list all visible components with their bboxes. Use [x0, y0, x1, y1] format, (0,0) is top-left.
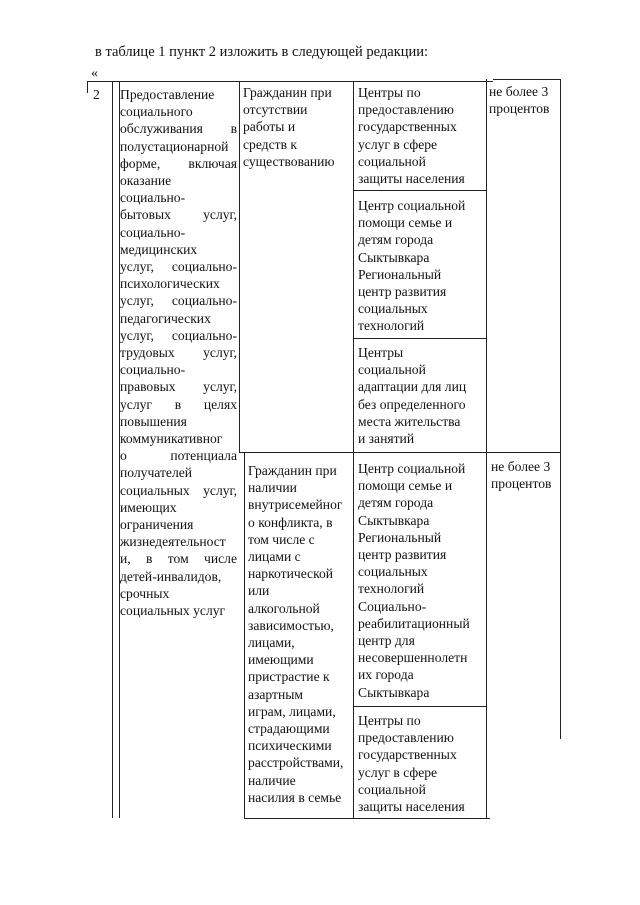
text-line: наличие [248, 772, 296, 788]
text-line: наличии [248, 480, 297, 496]
col-border [486, 79, 487, 818]
text-line: алкогольной [248, 600, 320, 616]
text-line: места жительства [358, 413, 461, 429]
text-line: не более 3 [489, 84, 549, 99]
text-line: правовых услуг, [120, 379, 237, 395]
text-line: социальных [358, 301, 428, 317]
text-line: государственных [358, 119, 457, 135]
text-line: наркотической [248, 566, 334, 582]
text-line: центр развития [358, 284, 447, 300]
text-line: или [248, 583, 270, 599]
text-line: детям города [358, 232, 434, 248]
recipient-category [243, 84, 353, 170]
text-line: услуг в сфере [358, 764, 438, 780]
text-line: социальных услуг, [120, 482, 237, 498]
text-line: имеющими [248, 652, 314, 668]
text-line: насилия в семье [248, 789, 342, 805]
text-line: коммуникативног [120, 431, 223, 447]
text-line: Центры [358, 345, 404, 360]
col-border [353, 81, 354, 818]
text-line: педагогических [120, 310, 211, 326]
row-divider [239, 452, 560, 453]
table-bottom-border [244, 818, 490, 819]
text-line: лицами, [248, 635, 295, 651]
text-line: услуг, социально- [120, 293, 237, 309]
col-border [239, 81, 240, 452]
text-line: предоставлению [358, 730, 454, 746]
limit-value [489, 83, 559, 117]
text-line: форме, включая [120, 155, 237, 171]
text-line: без определенного [358, 396, 466, 412]
text-line: помощи семье и [358, 478, 453, 494]
text-line: несовершеннолетн [358, 650, 468, 666]
text-line: процентов [489, 101, 550, 117]
text-line: Социально- [358, 598, 427, 614]
text-line: социально- [120, 190, 186, 206]
text-line: услуг в сфере [358, 136, 438, 152]
text-line: социальных услуг [120, 603, 226, 619]
text-line: услуг в целях [120, 396, 237, 412]
text-line: имеющих [120, 499, 177, 515]
provider-cell [358, 344, 484, 447]
row-divider [353, 338, 486, 339]
recipient-category [248, 462, 352, 806]
text-line: пристрастие к [248, 669, 330, 685]
text-line: повышения [120, 413, 187, 429]
text-line: ограничения [120, 517, 194, 533]
text-line: зависимостью, [248, 617, 334, 633]
text-line: полустационарной [120, 138, 229, 154]
row-number: 2 [93, 87, 100, 102]
provider-cell [358, 84, 484, 187]
text-line: Сыктывкара [358, 249, 430, 265]
text-line: бытовых услуг, [120, 207, 237, 223]
text-line: расстройствами, [248, 755, 344, 771]
text-line: Гражданин при [243, 85, 332, 100]
text-line: детей-инвалидов, [120, 568, 222, 584]
text-line: Региональный [358, 529, 442, 545]
text-line: страдающими [248, 721, 330, 737]
text-line: медицинских [120, 241, 198, 257]
text-line: социальной [358, 781, 426, 797]
text-line: Сыктывкара [358, 512, 430, 528]
text-line: лицами с [248, 549, 301, 565]
text-line: Центры по [358, 713, 421, 728]
text-line: социального [120, 104, 193, 120]
text-line: их города [358, 667, 414, 683]
col-border [244, 452, 245, 818]
text-line: адаптации для лиц [358, 379, 467, 395]
table-top-border [87, 81, 493, 82]
text-line: получателей [120, 465, 193, 481]
text-line: социально- [120, 224, 186, 240]
text-line: услуг, социально- [120, 327, 237, 343]
text-line: и, в том числе [120, 551, 237, 567]
text-line: услуг, социально- [120, 259, 237, 275]
text-line: защиты населения [358, 799, 465, 815]
text-line: социальной [358, 362, 426, 378]
text-line: помощи семье и [358, 215, 453, 231]
text-line: азартным [248, 686, 304, 702]
text-line: Сыктывкара [358, 684, 430, 700]
limit-value [491, 458, 559, 492]
text-line: центр развития [358, 547, 447, 563]
text-line: Центры по [358, 85, 421, 100]
text-line: Гражданин при [248, 463, 337, 478]
text-line: о потенциала [120, 448, 237, 464]
text-line: о конфликта, в [248, 514, 333, 530]
provider-cell [358, 197, 484, 335]
opening-quote-mark: « [91, 66, 98, 81]
row-divider [353, 706, 486, 707]
text-line: социально- [120, 362, 186, 378]
text-line: существованию [243, 153, 335, 169]
text-line: обслуживания в [120, 121, 237, 137]
text-line: социальной [358, 153, 426, 169]
text-line: средств к [243, 136, 297, 152]
text-line: реабилитационный [358, 615, 470, 631]
provider-cell [358, 712, 484, 815]
text-line: трудовых услуг, [120, 345, 237, 361]
text-line: процентов [491, 476, 552, 492]
row-divider [353, 190, 486, 191]
text-line: оказание [120, 173, 172, 189]
text-line: том числе с [248, 531, 315, 547]
text-line: и занятий [358, 431, 415, 447]
text-line: психологических [120, 276, 220, 292]
text-line: Региональный [358, 266, 442, 282]
text-line: Центр социальной [358, 198, 466, 213]
text-line: технологий [358, 581, 425, 597]
text-line: предоставлению [358, 102, 454, 118]
text-line: жизнедеятельност [120, 534, 226, 550]
table-top-border-right [493, 79, 560, 80]
text-line: срочных [120, 585, 170, 601]
text-line: работы и [243, 119, 296, 135]
text-line: центр для [358, 633, 415, 649]
text-line: защиты населения [358, 171, 465, 187]
text-line: технологий [358, 318, 425, 334]
col-border [560, 79, 561, 739]
text-line: отсутствии [243, 102, 308, 118]
text-line: не более 3 [491, 459, 551, 474]
provider-cell [358, 460, 488, 701]
text-line: государственных [358, 747, 457, 763]
text-line: Центр социальной [358, 461, 466, 476]
text-line: социальных [358, 564, 428, 580]
text-line: внутрисемейног [248, 497, 343, 513]
text-line: детям города [358, 495, 434, 511]
intro-text: в таблице 1 пункт 2 изложить в следующей редакции: [95, 44, 429, 60]
text-line: играм, лицами, [248, 703, 336, 719]
text-line: психическими [248, 738, 332, 754]
col-border [112, 81, 113, 818]
col-border [87, 81, 88, 93]
text-line: Предоставление [120, 87, 215, 102]
service-description [120, 86, 237, 619]
